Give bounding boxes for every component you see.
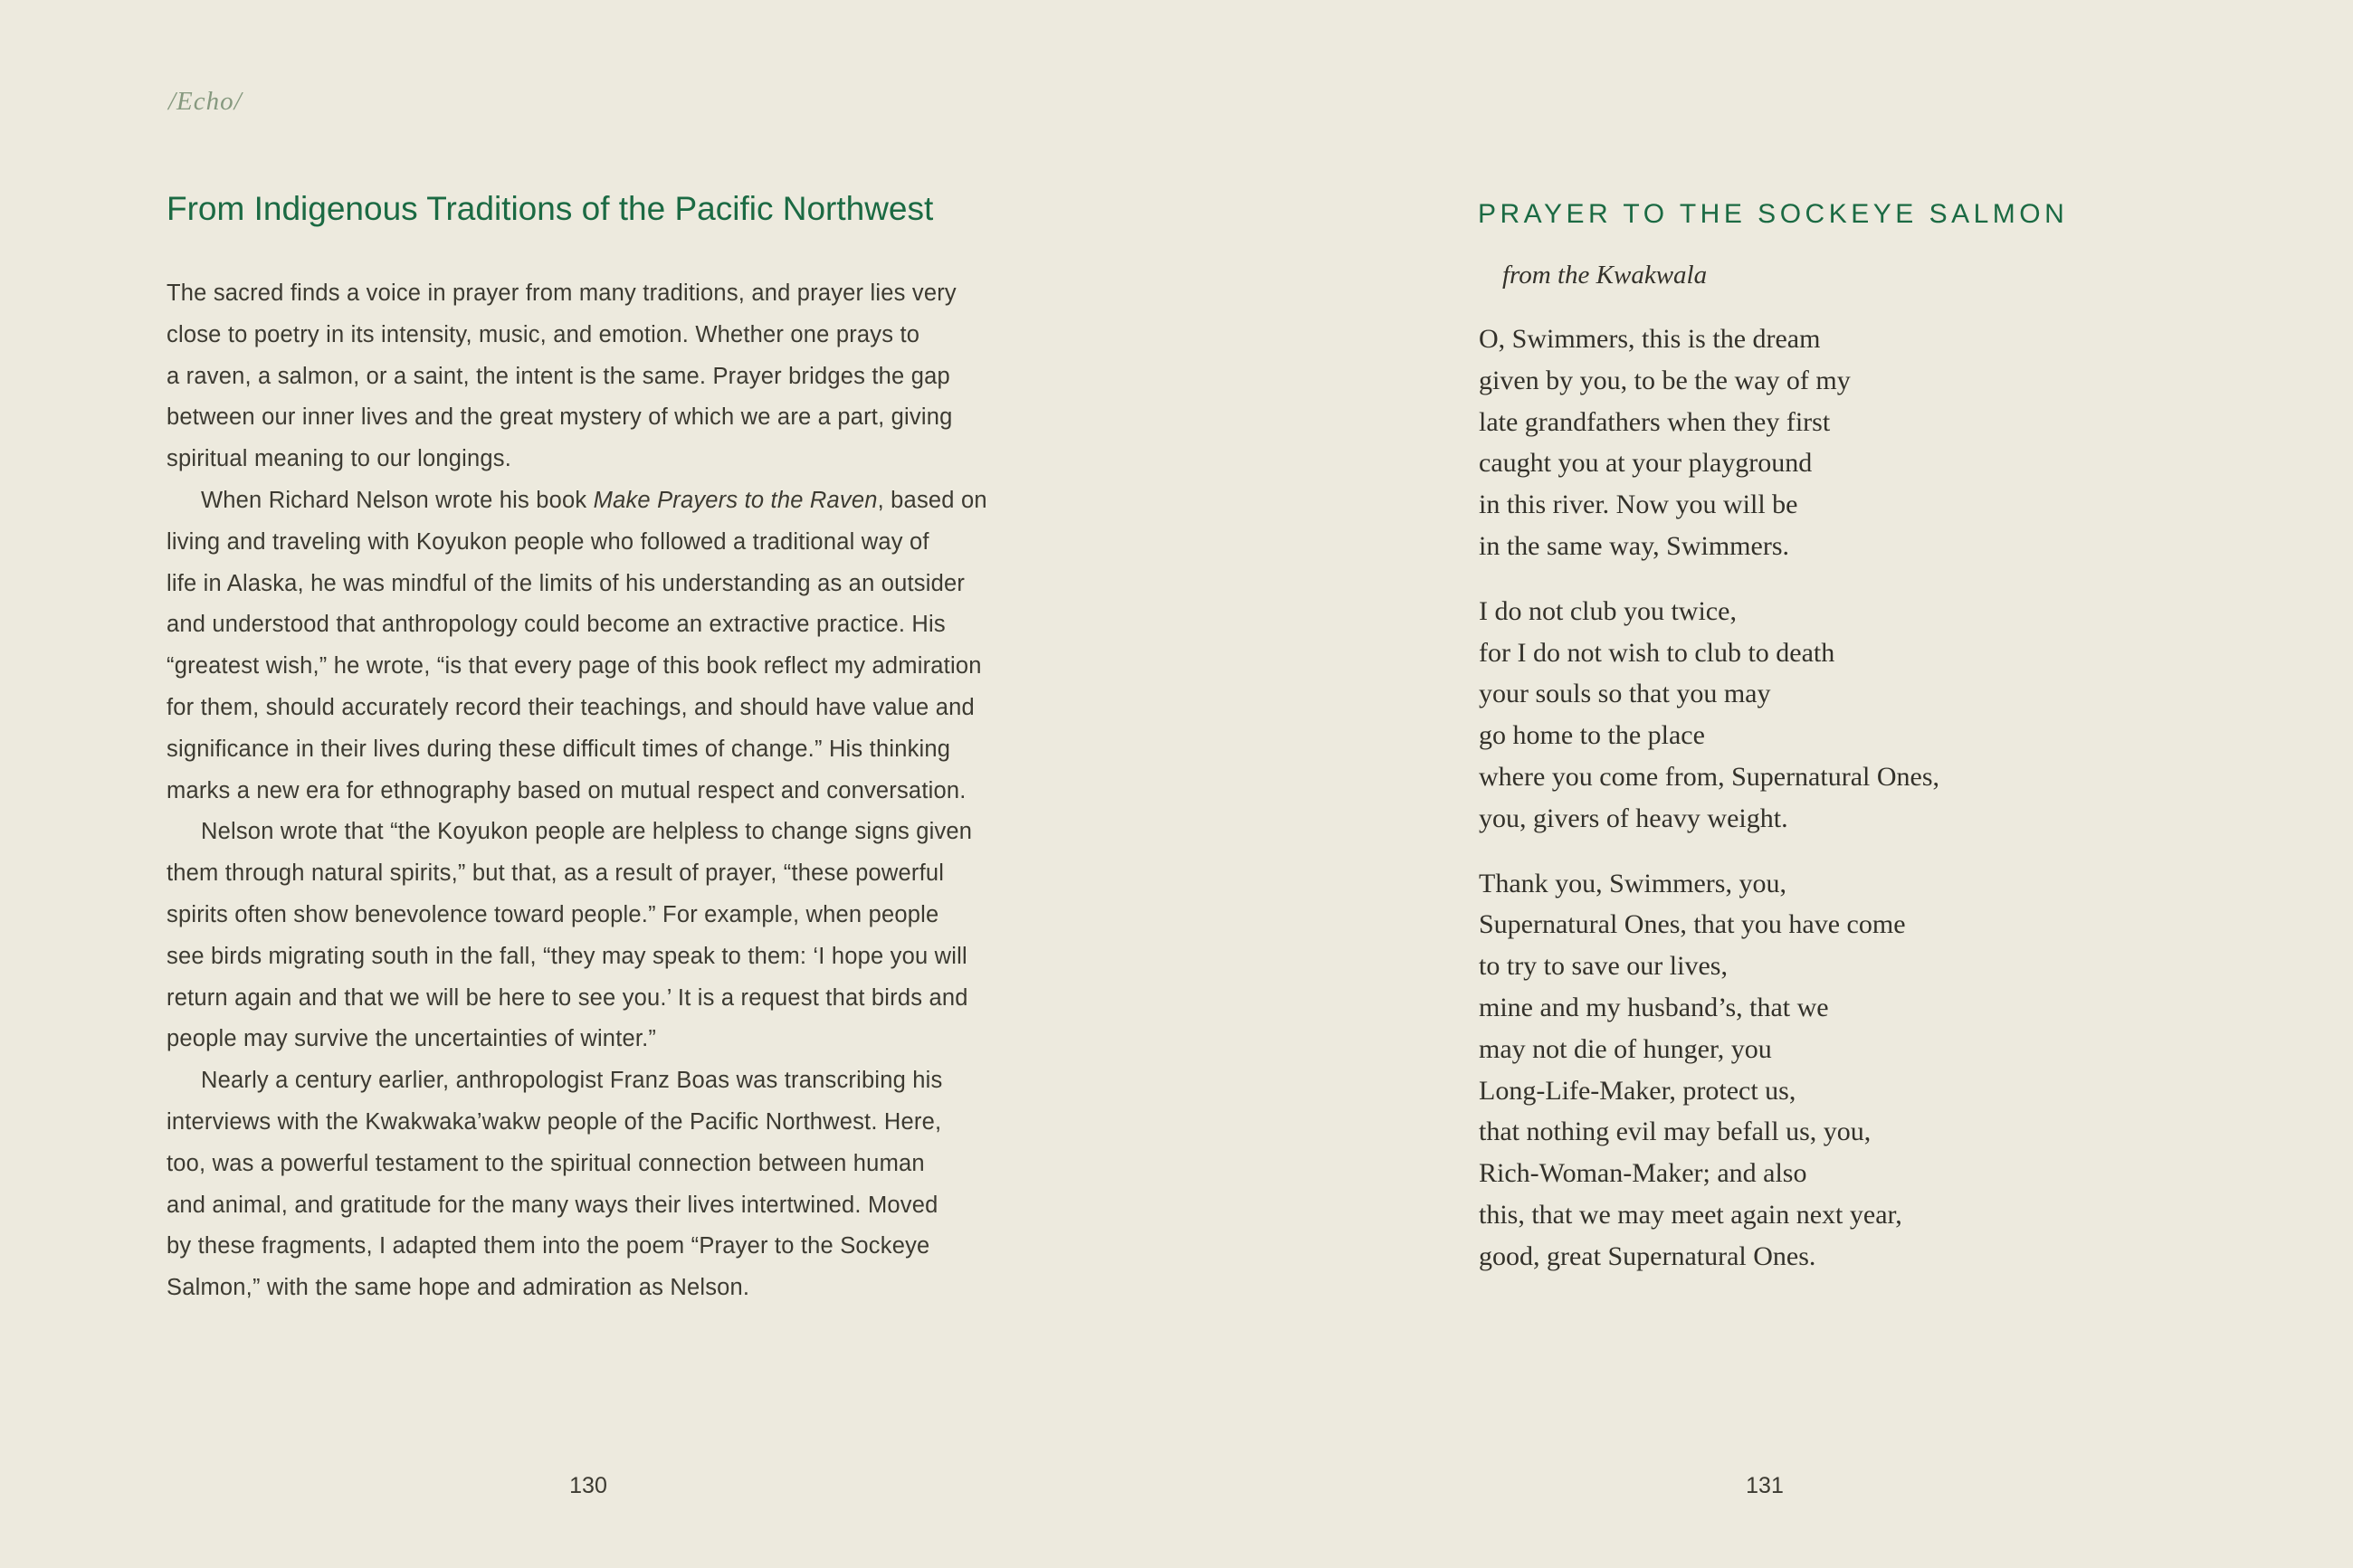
poem-line: caught you at your playground xyxy=(1479,448,1813,479)
body-line: Nelson wrote that “the Koyukon people are helpless to change signs given xyxy=(201,819,973,845)
poem-line: that nothing evil may befall us, you, xyxy=(1479,1117,1872,1147)
poem-line: in this river. Now you will be xyxy=(1479,489,1798,520)
poem-line: mine and my husband’s, that we xyxy=(1479,992,1829,1022)
poem xyxy=(1479,318,1939,1301)
body-line: spiritual meaning to our longings. xyxy=(167,446,512,472)
poem-line: Rich-Woman-Maker; and also xyxy=(1479,1158,1807,1189)
body-line: When Richard Nelson wrote his book Make Prayers to the Raven, based on xyxy=(201,487,987,513)
poem-line: you, givers of heavy weight. xyxy=(1479,803,1788,833)
body-line: Salmon,” with the same hope and admiration as Nelson. xyxy=(167,1275,750,1301)
body-line: and animal, and gratitude for the many ways their lives intertwined. Moved xyxy=(167,1192,938,1218)
body-line: for them, should accurately record their teachings, and should have value and xyxy=(167,694,975,720)
poem-line: I do not club you twice, xyxy=(1479,595,1737,626)
body-line: Nearly a century earlier, anthropologist Franz Boas was transcribing his xyxy=(201,1068,943,1094)
page-number-right: 131 xyxy=(1746,1473,1784,1498)
poem-line: this, that we may meet again next year, xyxy=(1479,1199,1902,1230)
body-line: them through natural spirits,” but that, as a result of prayer, “these powerful xyxy=(167,860,945,887)
poem-line: late grandfathers when they first xyxy=(1479,406,1831,437)
left-body xyxy=(167,273,987,1309)
poem-line: to try to save our lives, xyxy=(1479,951,1728,982)
body-line: see birds migrating south in the fall, “they may speak to them: ‘I hope you will xyxy=(167,943,967,969)
body-line: The sacred finds a voice in prayer from many traditions, and prayer lies very xyxy=(167,280,957,306)
body-line: people may survive the uncertainties of winter.” xyxy=(167,1026,657,1052)
poem-stanza xyxy=(1479,591,1939,840)
poem-line: where you come from, Supernatural Ones, xyxy=(1479,761,1940,792)
poem-line: given by you, to be the way of my xyxy=(1479,365,1851,395)
body-line: significance in their lives during these difficult times of change.” His thinking xyxy=(167,736,951,762)
poem-line: Thank you, Swimmers, you, xyxy=(1479,868,1786,898)
poem-line: your souls so that you may xyxy=(1479,679,1771,709)
poem-attribution: from the Kwakwala xyxy=(1502,261,1708,290)
body-line: by these fragments, I adapted them into the poem “Prayer to the Sockeye xyxy=(167,1233,930,1259)
body-line: return again and that we will be here to see you.’ It is a request that birds and xyxy=(167,984,968,1011)
poem-line: good, great Supernatural Ones. xyxy=(1479,1240,1816,1271)
essay-title: From Indigenous Traditions of the Pacific Northwest xyxy=(167,190,934,227)
body-line: life in Alaska, he was mindful of the limits of his understanding as an outsider xyxy=(167,570,966,596)
body-line: between our inner lives and the great mystery of which we are a part, giving xyxy=(167,404,953,431)
running-head: /Echo/ xyxy=(168,87,243,116)
poem-line: O, Swimmers, this is the dream xyxy=(1479,324,1821,354)
poem-line: may not die of hunger, you xyxy=(1479,1033,1772,1064)
poem-stanza xyxy=(1479,318,1939,567)
body-line: a raven, a salmon, or a saint, the intent is the same. Prayer bridges the gap xyxy=(167,363,950,389)
body-line: and understood that anthropology could become an extractive practice. His xyxy=(167,612,946,638)
body-line: “greatest wish,” he wrote, “is that every page of this book reflect my admiration xyxy=(167,653,982,679)
poem-line: for I do not wish to club to death xyxy=(1479,637,1835,668)
body-line: living and traveling with Koyukon people who followed a traditional way of xyxy=(167,528,929,555)
body-line: spirits often show benevolence toward people.” For example, when people xyxy=(167,901,939,927)
poem-stanza xyxy=(1479,863,1939,1278)
body-line: too, was a powerful testament to the spiritual connection between human xyxy=(167,1150,925,1176)
poem-line: go home to the place xyxy=(1479,720,1705,751)
page-number-left: 130 xyxy=(569,1473,607,1498)
poem-line: in the same way, Swimmers. xyxy=(1479,530,1789,561)
body-line: interviews with the Kwakwaka’wakw people of the Pacific Northwest. Here, xyxy=(167,1108,942,1135)
poem-line: Supernatural Ones, that you have come xyxy=(1479,909,1906,940)
body-line: close to poetry in its intensity, music, and emotion. Whether one prays to xyxy=(167,321,920,347)
body-line: marks a new era for ethnography based on mutual respect and conversation. xyxy=(167,777,967,803)
poem-title: PRAYER TO THE SOCKEYE SALMON xyxy=(1478,199,2069,229)
poem-line: Long-Life-Maker, protect us, xyxy=(1479,1075,1796,1106)
